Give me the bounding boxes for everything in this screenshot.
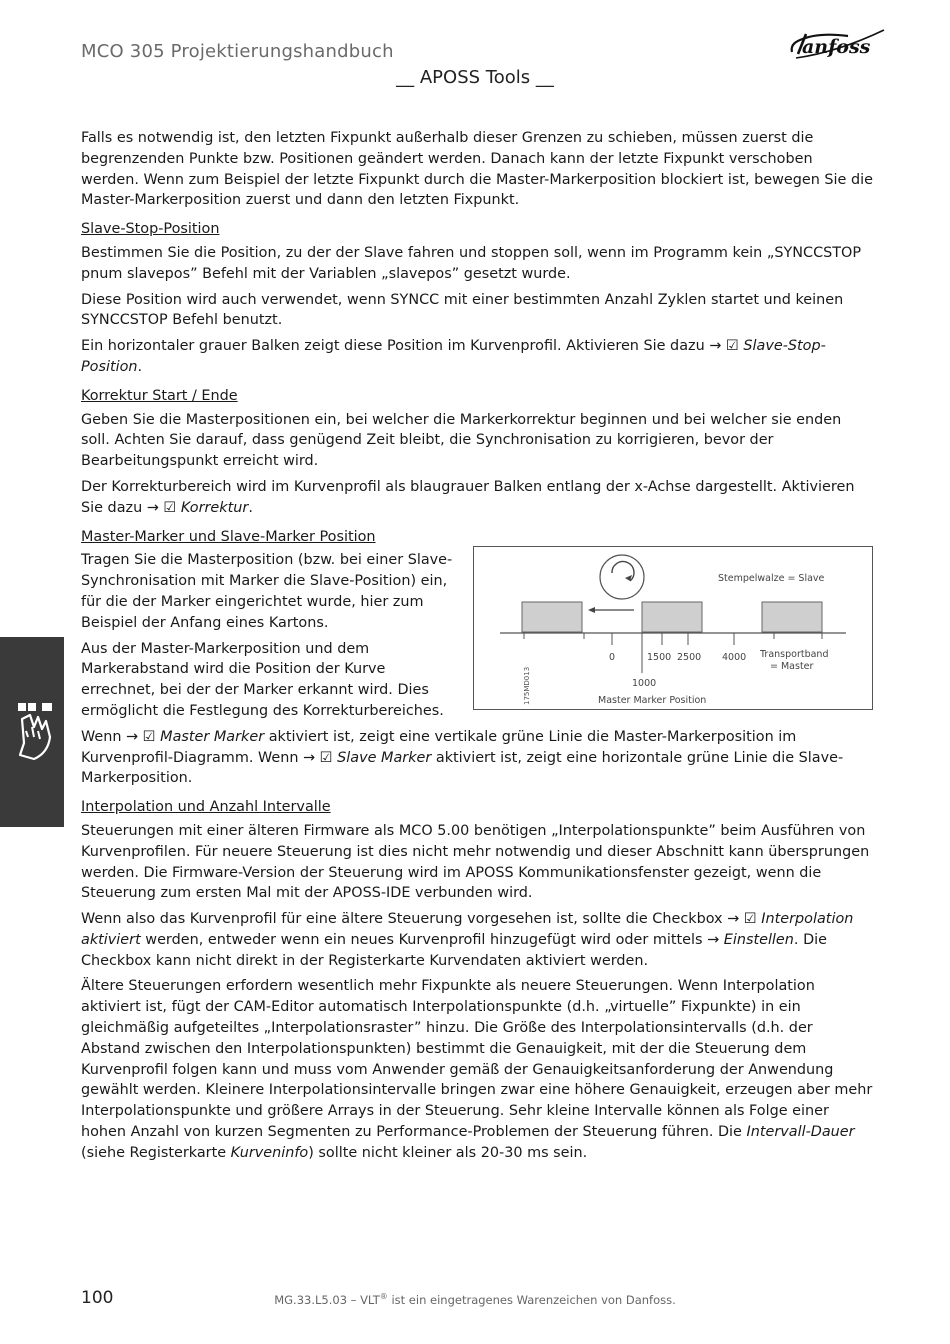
paragraph: Falls es notwendig ist, den letzten Fixpunkt außerhalb dieser Grenzen zu schieben, müssen zuerst die begrenzenden Punkte bzw. Positionen geändert werden. Danach kann der letzte Fixpunkt verschoben werden. Wenn zum Beispiel der letzte Fixpunkt durch die Master-Markerposition blockiert ist, bewegen Sie die Master-Markerposition zuerst und dann den letzten Fixpunkt. xyxy=(81,130,873,209)
section-title: __ APOSS Tools __ xyxy=(396,67,554,88)
figure-code: 175MD013 xyxy=(523,667,531,706)
paragraph: Aus der Master-Markerposition und dem Markerabstand wird die Position der Kurve errechnet, bei der der Marker erkannt wird. Dies ermöglicht die Festlegung des Korrekturbereiches. xyxy=(81,640,444,719)
body-content xyxy=(81,128,873,1169)
marker-position-figure xyxy=(473,546,873,710)
arrow-left-icon xyxy=(588,607,595,613)
paragraph: Ein horizontaler grauer Balken zeigt diese Position im Kurvenprofil. Aktivieren Sie dazu → ☑ Slave-Stop-Position. xyxy=(81,338,826,375)
paragraph: Der Korrekturbereich wird im Kurvenprofil als blaugrauer Balken entlang der x-Achse dargestellt. Aktivieren Sie dazu → ☑ Korrektur. xyxy=(81,478,855,516)
tick-label: 2500 xyxy=(677,652,702,664)
tick-label: 0 xyxy=(609,652,616,664)
label-master: = Master xyxy=(770,661,814,673)
tick-label: 1000 xyxy=(632,678,657,690)
carton-box xyxy=(642,602,702,632)
paragraph: Wenn also das Kurvenprofil für eine ältere Steuerung vorgesehen ist, sollte die Checkbox → ☑ Interpolation aktiviert werden, entweder wenn ein neues Kurvenprofil hinzugefügt wird oder mittels → Einstellen. Die Checkbox kann nicht direkt in der Registerkarte Kurvendaten aktiviert werden. xyxy=(81,911,854,969)
page-number: 100 xyxy=(81,1288,114,1308)
subheading-marker-position: Master-Marker und Slave-Marker Position xyxy=(81,528,376,545)
marker-section xyxy=(81,550,873,726)
figure-caption: Master Marker Position xyxy=(598,695,707,707)
paragraph: Tragen Sie die Masterposition (bzw. bei einer Slave-Synchronisation mit Marker die Slave-Position) ein, für die der Marker eingerichtet wurde, hier zum Beispiel der Anfang eines Kartons. xyxy=(81,552,453,631)
subheading-slave-stop-position: Slave-Stop-Position xyxy=(81,221,220,238)
paragraph: Wenn → ☑ Master Marker aktiviert ist, zeigt eine vertikale grüne Linie die Master-Markerposition im Kurvenprofil-Diagramm. Wenn → ☑ Slave Marker aktiviert ist, zeigt eine horizontale grüne Linie die Slave-Markerposition. xyxy=(81,728,844,787)
subheading-interpolation: Interpolation und Anzahl Intervalle xyxy=(81,799,331,816)
danfoss-logo xyxy=(788,22,888,62)
paragraph: Diese Position wird auch verwendet, wenn SYNCC mit einer bestimmten Anzahl Zyklen startet und keinen SYNCCSTOP Befehl benutzt. xyxy=(81,291,844,329)
paragraph: Geben Sie die Masterpositionen ein, bei welcher die Markerkorrektur beginnen und bei welcher sie enden soll. Achten Sie darauf, dass genügend Zeit bleibt, die Synchronisation zu korrigieren, bevor der Bearbeitungspunkt erreicht wird. xyxy=(81,411,842,470)
paragraph: Bestimmen Sie die Position, zu der der Slave fahren und stoppen soll, wenn im Programm kein „SYNCCSTOP pnum slavepos” Befehl mit der Variablen „slavepos” gesetzt wurde. xyxy=(81,244,862,282)
label-stempelwalze: Stempelwalze = Slave xyxy=(718,573,825,585)
paragraph: Ältere Steuerungen erfordern wesentlich mehr Fixpunkte als neuere Steuerungen. Wenn Interpolation aktiviert ist, fügt der CAM-Editor automatisch Interpolationspunkte (d.h. „virtuelle” Fixpunkte) in ein gleichmäßig aufgeteiltes „Interpolationsraster” hinzu. Die Größe des Interpolationsintervalls (d.h. der Abstand zwischen den Interpolationspunkten) bestimmt die Genauigkeit, mit der die Steuerung dem Kurvenprofil folgen kann und muss vom Anwender gemäß der Genauigkeitsanforderung der Anwendung gewählt werden. Kleinere Interpolationsintervalle bringen zwar eine höhere Genauigkeit, erzeugen aber mehr Interpolationspunkte und größere Arrays in der Steuerung. Sehr kleine Intervalle können als Folge einer hohen Anzahl von kurzen Segmenten zu Performance-Problemen der Steuerung führen. Die Intervall-Dauer (siehe Registerkarte Kurveninfo) sollte nicht kleiner als 20-30 ms sein. xyxy=(81,978,873,1161)
paragraph: Steuerungen mit einer älteren Firmware als MCO 5.00 benötigen „Interpolationspunkte” beim Ausführen von Kurvenprofilen. Für neuere Steuerung ist dies nicht mehr notwendig und dieser Abschnitt kann übersprungen werden. Die Firmware-Version der Steuerung wird im APOSS Kommunikationsfenster gezeigt, wenn die Steuerung zum ersten Mal mit der APOSS-IDE verbunden wird. xyxy=(81,822,870,902)
carton-box xyxy=(522,602,582,632)
label-transportband: Transportband xyxy=(760,649,829,661)
subheading-korrektur: Korrektur Start / Ende xyxy=(81,387,238,404)
hand-pointer-icon xyxy=(12,697,56,767)
tick-label: 1500 xyxy=(647,652,672,664)
footer-text: MG.33.L5.03 – VLT® ist ein eingetragenes Warenzeichen von Danfoss. xyxy=(274,1292,676,1307)
carton-box xyxy=(762,602,822,632)
svg-text:anfoss: anfoss xyxy=(802,36,871,58)
tick-label: 4000 xyxy=(722,652,747,664)
chapter-tab xyxy=(0,637,64,827)
document-title: MCO 305 Projektierungshandbuch xyxy=(81,41,394,62)
